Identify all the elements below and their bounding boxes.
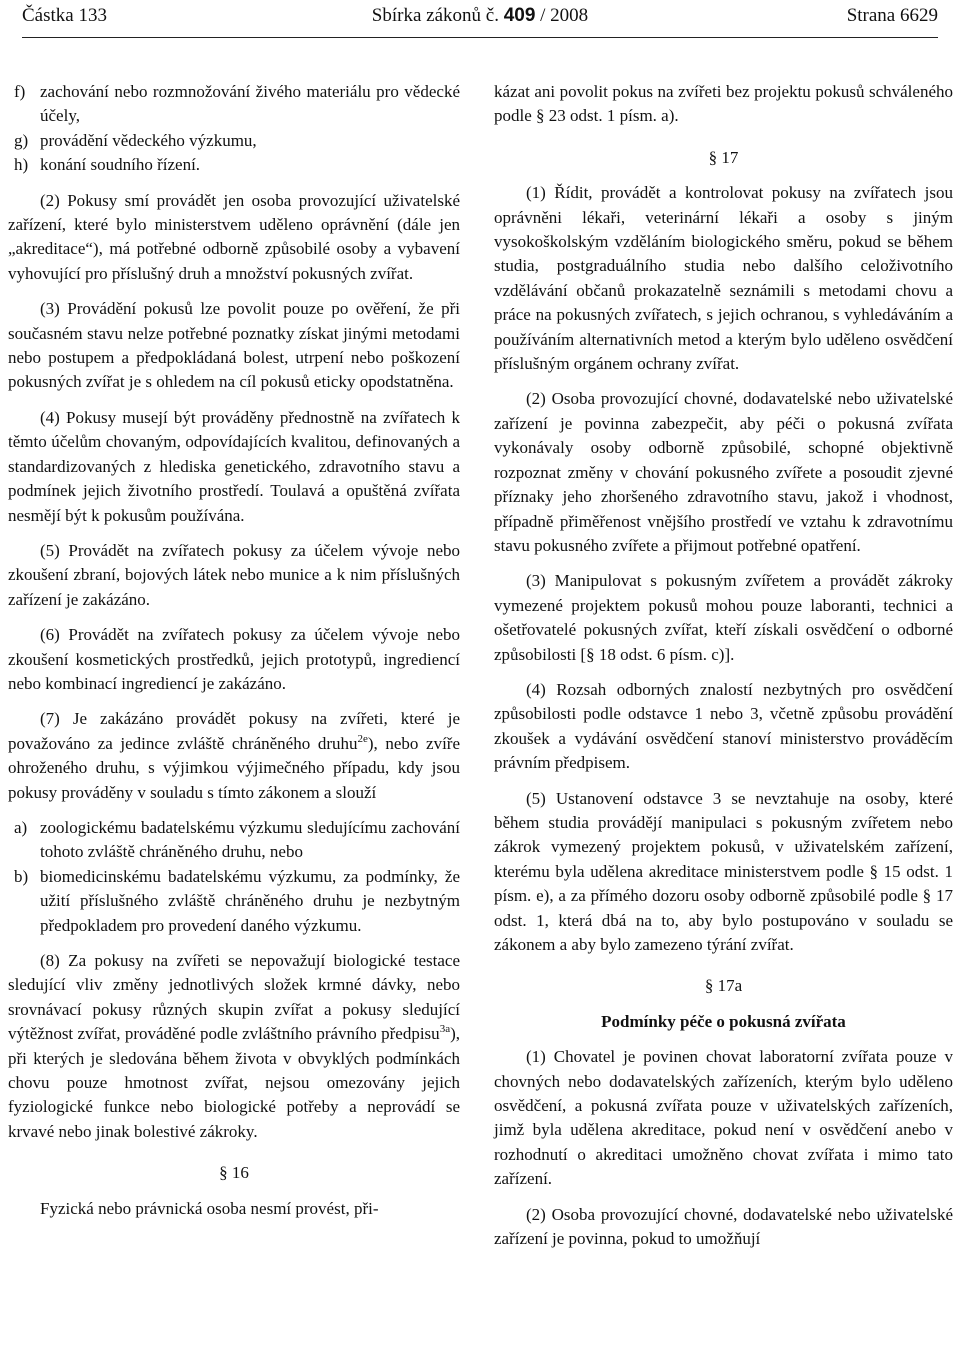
list-text: konání soudního řízení. bbox=[40, 155, 201, 175]
paragraph: (4) Pokusy musejí být prováděny přednostně na zvířatech k těmto účelům chovaným, odpovídajících kvalitou, definovaných a standardizovaných z hlediska genetického, zdravotního stavu a podmínek jejich životního prostředí. Toulavá a opuštěná zvířata nesmějí být k pokusům používána. bbox=[8, 407, 460, 525]
list-text: provádění vědeckého výzkumu, bbox=[40, 130, 257, 150]
paragraph: (2) Osoba provozující chovné, dodavatelské nebo uživatelské zařízení je povinna, pokud to umožňují bbox=[494, 1204, 953, 1249]
paragraph: (3) Provádění pokusů lze povolit pouze po ověření, že při současném stavu nelze potřebné poznatky získat jinými metodami nebo postupem a předpokládaná bolest, utrpení nebo poškození pokusných zvířat je s ohledem na cíl pokusů eticky opodstatněna. bbox=[8, 299, 460, 392]
paragraph: (5) Ustanovení odstavce 3 se nevztahuje na osoby, které během studia provádějí manipulaci s pokusným zvířetem nebo zákrok vymezený projektem pokusů, v uživatelském zařízení, kterému byla udělena akreditace ministerstvem podle § 15 odst. 1 písm. e), a za přímého dozoru osoby odborně způsobilé podle § 17 odst. 1, která dbá na to, aby bylo postupováno v souladu se zákonem a aby bylo zamezeno týrání zvířat. bbox=[494, 788, 953, 954]
list-text: zachování nebo rozmnožování živého materiálu pro vědecké účely, bbox=[40, 82, 460, 126]
right-column bbox=[494, 80, 953, 1251]
list-item bbox=[8, 816, 460, 865]
section-title: Podmínky péče o pokusná zvířata bbox=[601, 1011, 846, 1031]
list-marker: b) bbox=[14, 866, 29, 886]
list-item bbox=[8, 865, 460, 938]
left-column bbox=[8, 80, 460, 1221]
list-item bbox=[8, 153, 460, 177]
footnote-ref: 2e bbox=[357, 732, 368, 745]
section-number: § 17 bbox=[708, 147, 739, 167]
paragraph: (5) Provádět na zvířatech pokusy za účelem vývoje nebo zkoušení zbraní, bojových látek nebo munice a k nim příslušných zařízení je zakázáno. bbox=[8, 540, 460, 609]
paragraph: (2) Osoba provozující chovné, dodavatelské nebo uživatelské zařízení je povinna zabezpečit, aby péči o pokusná zvířata vykonávaly osoby odborně způsobilé, schopné objektivně rozpoznat změny v chování pokusného zvířete a posoudit zjevné příznaky jeho zhoršeného zdravotního stavu, jakož i vhodnost, případně přiměřenost vnějšího prostředí ve vztahu k zdravotnímu stavu pokusného zvířete a přijmout potřebné opatření. bbox=[494, 389, 953, 555]
paragraph: kázat ani povolit pokus na zvířeti bez projektu pokusů schváleného podle § 23 odst. 1 písm. a). bbox=[494, 82, 953, 126]
paragraph-text: ), nebo zvíře ohroženého druhu, s výjimkou výjimečného případu, kdy jsou pokusy prováděny v souladu s tímto zákonem a slouží bbox=[8, 733, 460, 802]
list-marker: h) bbox=[14, 155, 29, 175]
paragraph-text: ), při kterých je sledována během života v obvyklých podmínkách chovu pouze hmotnost zvířat, nejsou omezovány jejich fyziologické funkce nebo biologické potřeby a neprovádí se krvavé nebo jinak bolestivé zákroky. bbox=[8, 1024, 460, 1141]
paragraph: (1) Chovatel je povinen chovat laboratorní zvířata pouze v chovných nebo dodavatelských zařízeních, kterým bylo uděleno osvědčení, a pokusná zvířata pouze v uživatelských zařízeních, jimž byla udělena akreditace, pokud není v osvědčení anebo v rozhodnutí o akreditaci umožněno chovat zvířata i mimo tato zařízení. bbox=[494, 1047, 953, 1189]
paragraph: (3) Manipulovat s pokusným zvířetem a provádět zákroky vymezené projektem pokusů mohou pouze laboranti, technici a ošetřovatelé pokusných zvířat, kteří získali osvědčení o odborné způsobilosti [§ 18 odst. 6 písm. c)]. bbox=[494, 571, 953, 664]
paragraph: (6) Provádět na zvířatech pokusy za účelem vývoje nebo zkoušení kosmetických prostředků, jejich prototypů, ingrediencí nebo kombinací ingrediencí je zakázáno. bbox=[8, 625, 460, 693]
header-collection-prefix: Sbírka zákonů č. bbox=[371, 5, 499, 26]
paragraph: Fyzická nebo právnická osoba nesmí provést, při- bbox=[40, 1198, 379, 1218]
paragraph: (1) Řídit, provádět a kontrolovat pokusy na zvířatech jsou oprávněni lékaři, veterinární lékaři a osoby s jiným vysokoškolským vzděláním biologického směru, pokud se během studia, postgraduálního studia nebo dalšího celoživotního vzdělávání občanů prokazatelně seznámili s metodami chovu a práce na pokusných zvířatech, s jejich ochranou, s vyhledáváním a používáním alternativních metod a kterým bylo uděleno osvědčení příslušným orgánem ochrany zvířat. bbox=[494, 183, 953, 374]
paragraph-text: (8) Za pokusy na zvířeti se nepovažují biologické testace sledující vliv změny jednotlivých složek krmné dávky, nebo srovnávací pokusy různých skupin zvířat a pokusy sledující výtěžnost zvířat, prováděné podle zvláštního právního předpisu bbox=[8, 951, 460, 1044]
paragraph bbox=[8, 949, 460, 1144]
section-number: § 16 bbox=[219, 1163, 249, 1183]
header-collection bbox=[22, 4, 938, 28]
paragraph bbox=[8, 707, 460, 805]
list-marker: g) bbox=[14, 130, 29, 150]
list-text: biomedicinskému badatelskému výzkumu, za podmínky, že užití příslušného zvláště chráněného druhu je nezbytným předpokladem pro provedení daného výzkumu. bbox=[40, 866, 460, 935]
list-item bbox=[8, 80, 460, 129]
page-header bbox=[22, 4, 938, 34]
list-marker: a) bbox=[14, 817, 28, 837]
header-law-number: 409 bbox=[503, 5, 536, 26]
header-year: / 2008 bbox=[540, 5, 589, 26]
header-divider bbox=[22, 37, 938, 38]
paragraph: (4) Rozsah odborných znalostí nezbytných pro osvědčení způsobilosti podle odstavce 1 nebo 3, včetně způsobu provádění zkoušek a vydávání osvědčení stanoví ministerstvo prováděcím právním předpisem. bbox=[494, 679, 953, 773]
list-marker: f) bbox=[14, 82, 26, 101]
list-text: zoologickému badatelskému výzkumu sledujícímu zachování tohoto zvláště chráněného druhu, nebo bbox=[40, 817, 460, 862]
header-part: Částka 133 bbox=[22, 5, 107, 26]
paragraph: (2) Pokusy smí provádět jen osoba provozující uživatelské zařízení, které bylo ministerstvem uděleno oprávnění (dále jen „akreditace“), má potřebné odborně způsobilé osoby a vybavení vyhovující pro příslušný druh a množství pokusných zvířat. bbox=[8, 190, 460, 283]
header-page-number: Strana 6629 bbox=[846, 5, 938, 26]
footnote-ref: 3a bbox=[439, 1023, 451, 1036]
section-number: § 17a bbox=[704, 976, 743, 996]
list-item bbox=[8, 129, 460, 153]
paragraph-text: (7) Je zakázáno provádět pokusy na zvířeti, které je považováno za jedince zvláště chráněného druhu bbox=[8, 709, 460, 753]
